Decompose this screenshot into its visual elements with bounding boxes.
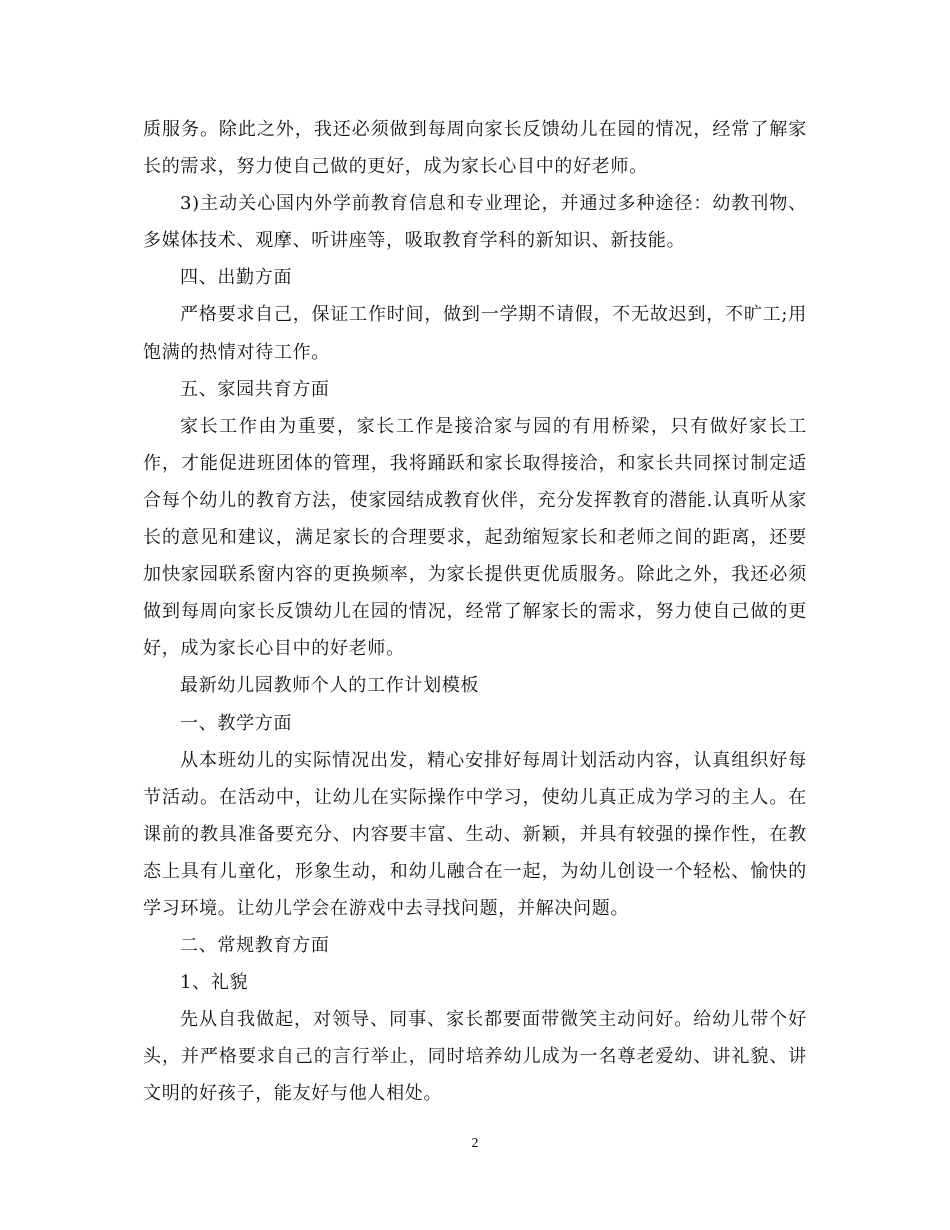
section-heading-teaching: 一、教学方面 [180, 712, 293, 734]
document-subtitle: 最新幼儿园教师个人的工作计划模板 [180, 675, 480, 697]
paragraph-courtesy: 先从自我做起，对领导、同事、家长都要面带微笑主动问好。给幼儿带个好头，并严格要求自己的言行举止，同时培养幼儿成为一名尊老爱幼、讲礼貌、讲文明的好孩子，能友好与他人相处。 [143, 1009, 807, 1105]
paragraph-continuation: 质服务。除此之外，我还必须做到每周向家长反馈幼儿在园的情况，经常了解家长的需求，努力使自己做的更好，成为家长心目中的好老师。 [143, 119, 807, 178]
section-heading-attendance: 四、出勤方面 [180, 267, 293, 289]
section-heading-home-school: 五、家园共育方面 [180, 378, 330, 400]
paragraph-teaching: 从本班幼儿的实际情况出发，精心安排好每周计划活动内容，认真组织好每节活动。在活动中，让幼儿在实际操作中学习，使幼儿真正成为学习的主人。在课前的教具准备要充分、内容要丰富、生动、新颖，并具有较强的操作性，在教态上具有儿童化，形象生动，和幼儿融合在一起，为幼儿创设一个轻松、愉快的学习环境。让幼儿学会在游戏中去寻找问题，并解决问题。 [143, 749, 807, 919]
document-body [143, 111, 807, 1113]
section-heading-routine: 二、常规教育方面 [180, 935, 330, 957]
paragraph-home-school: 家长工作由为重要，家长工作是接洽家与园的有用桥梁，只有做好家长工作，才能促进班团体的管理，我将踊跃和家长取得接洽，和家长共同探讨制定适合每个幼儿的教育方法，使家园结成教育伙伴，充分发挥教育的潜能.认真听从家长的意见和建议，满足家长的合理要求，起劲缩短家长和老师之间的距离，还要加快家园联系窗内容的更换频率，为家长提供更优质服务。除此之外，我还必须做到每周向家长反馈幼儿在园的情况，经常了解家长的需求，努力使自己做的更好，成为家长心目中的好老师。 [143, 415, 807, 660]
paragraph-attendance: 严格要求自己，保证工作时间，做到一学期不请假，不无故迟到，不旷工;用饱满的热情对待工作。 [143, 304, 807, 363]
subsection-heading-courtesy: 1、礼貌 [180, 972, 249, 994]
paragraph-item-3: 3)主动关心国内外学前教育信息和专业理论，并通过多种途径：幼教刊物、多媒体技术、观摩、听讲座等，吸取教育学科的新知识、新技能。 [143, 193, 807, 252]
page-number: 2 [471, 1136, 479, 1151]
